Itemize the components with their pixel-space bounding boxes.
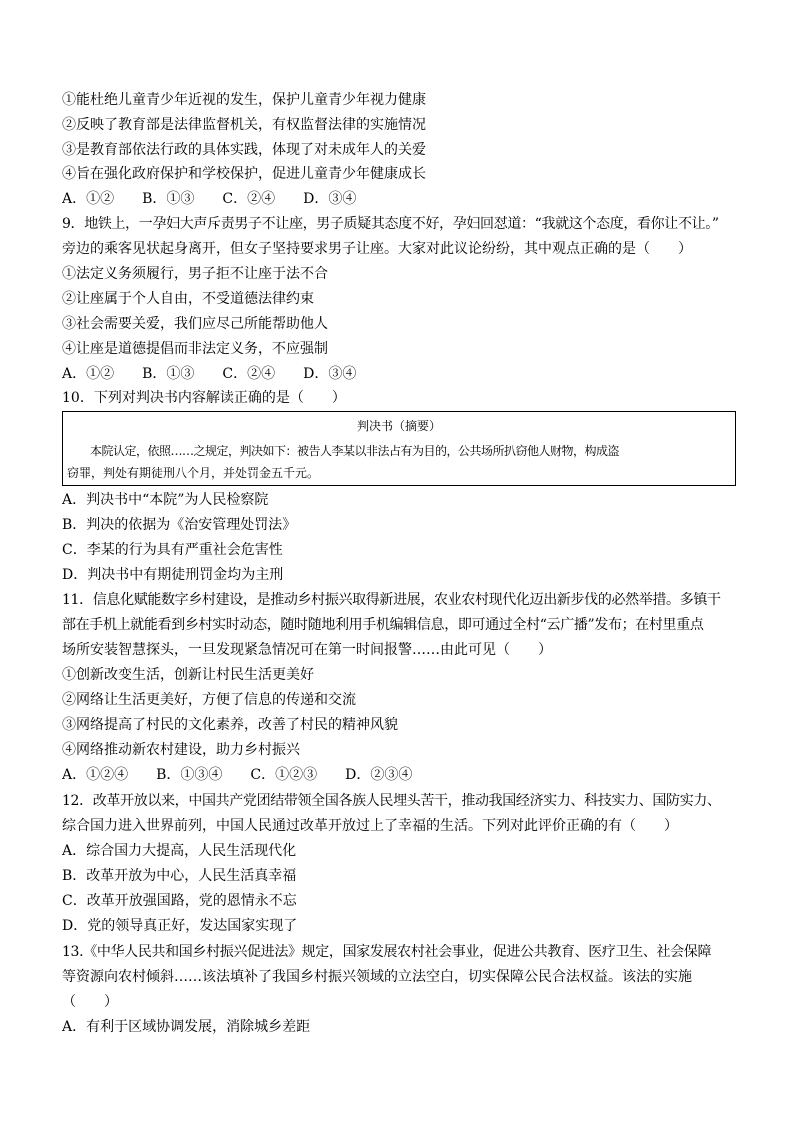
judgment-box [62,411,736,486]
text-line: D．党的领导真正好，发达国家实现了 [62,918,298,934]
text-line: ④让座是道德提倡而非法定义务，不应强制 [62,341,328,357]
judgment-title: 判决书（摘要） [356,419,441,433]
text-line: 等资源向农村倾斜……该法填补了我国乡村振兴领域的立法空白，切实保障公民合法权益。该法的实施 [62,969,692,985]
text-line: ②让座属于个人自由，不受道德法律约束 [62,291,314,307]
answer-options: A．①② B．①③ C．②④ D．③④ [62,191,357,207]
text-line: 部在手机上就能看到乡村实时动态，随时随地利用手机编辑信息，即可通过全村“云广播”发布；在村里重点 [62,617,704,633]
text-line: C．李某的行为具有严重社会危害性 [62,542,283,558]
question-10: 10．下列对判决书内容解读正确的是（ ） [62,390,346,406]
question-11: 11．信息化赋能数字乡村建设，是推动乡村振兴取得新进展，农业农村现代化迈出新步伐的必然举措。多镇干 [62,592,721,608]
text-line: ①创新改变生活，创新让村民生活更美好 [62,667,314,683]
question-9: 9．地铁上，一孕妇大声斥责男子不让座，男子质疑其态度不好，孕妇回怼道：“我就这个态度，看你让不让。” [62,216,719,232]
text-line: A．综合国力大提高，人民生活现代化 [62,843,297,859]
judgment-text: 本院认定，依照……之规定，判决如下：被告人李某以非法占有为目的，公共场所扒窃他人财物，构成盗 [67,444,620,458]
text-line: D．判决书中有期徒刑罚金均为主刑 [62,567,284,583]
text-line: A．判决书中“本院”为人民检察院 [62,492,269,508]
text-line: ③是教育部依法行政的具体实践，体现了对未成年人的关爱 [62,142,426,158]
text-line: ④网络推动新农村建设，助力乡村振兴 [62,742,300,758]
text-line: （ ） [62,994,118,1010]
text-line: 场所安装智慧探头，一旦发现紧急情况可在第一时间报警……由此可见（ ） [62,642,552,658]
text-line: 综合国力进入世界前列，中国人民通过改革开放过上了幸福的生活。下列对此评价正确的有（ ） [62,818,678,834]
judgment-text: 窃罪，判处有期徒刑八个月，并处罚金五千元。 [67,466,320,480]
text-line: B．改革开放为中心，人民生活真幸福 [62,868,297,884]
text-line: ②反映了教育部是法律监督机关，有权监督法律的实施情况 [62,117,426,133]
text-line: ②网络让生活更美好，方便了信息的传递和交流 [62,692,356,708]
text-line: ③社会需要关爱，我们应尽己所能帮助他人 [62,316,328,332]
question-13: 13.《中华人民共和国乡村振兴促进法》规定，国家发展农村社会事业，促进公共教育、医疗卫生、社会保障 [62,944,712,960]
text-line: A．有利于区域协调发展，消除城乡差距 [62,1019,311,1035]
text-line: B．判决的依据为《治安管理处罚法》 [62,517,297,533]
answer-options: A．①② B．①③ C．②④ D．③④ [62,366,357,382]
text-line: 旁边的乘客见状起身离开，但女子坚持要求男子让座。大家对此议论纷纷，其中观点正确的是（ ） [62,241,692,257]
text-line: C．改革开放强国路，党的恩情永不忘 [62,893,297,909]
answer-options: A．①②④ B．①③④ C．①②③ D．②③④ [62,767,413,783]
text-line: ③网络提高了村民的文化素养，改善了村民的精神风貌 [62,717,398,733]
text-line: ①法定义务须履行，男子拒不让座于法不合 [62,266,328,282]
text-line: ④旨在强化政府保护和学校保护，促进儿童青少年健康成长 [62,166,426,182]
text-line: ①能杜绝儿童青少年近视的发生，保护儿童青少年视力健康 [62,92,426,108]
question-12: 12．改革开放以来，中国共产党团结带领全国各族人民埋头苦干，推动我国经济实力、科技实力、国防实力、 [62,793,721,809]
